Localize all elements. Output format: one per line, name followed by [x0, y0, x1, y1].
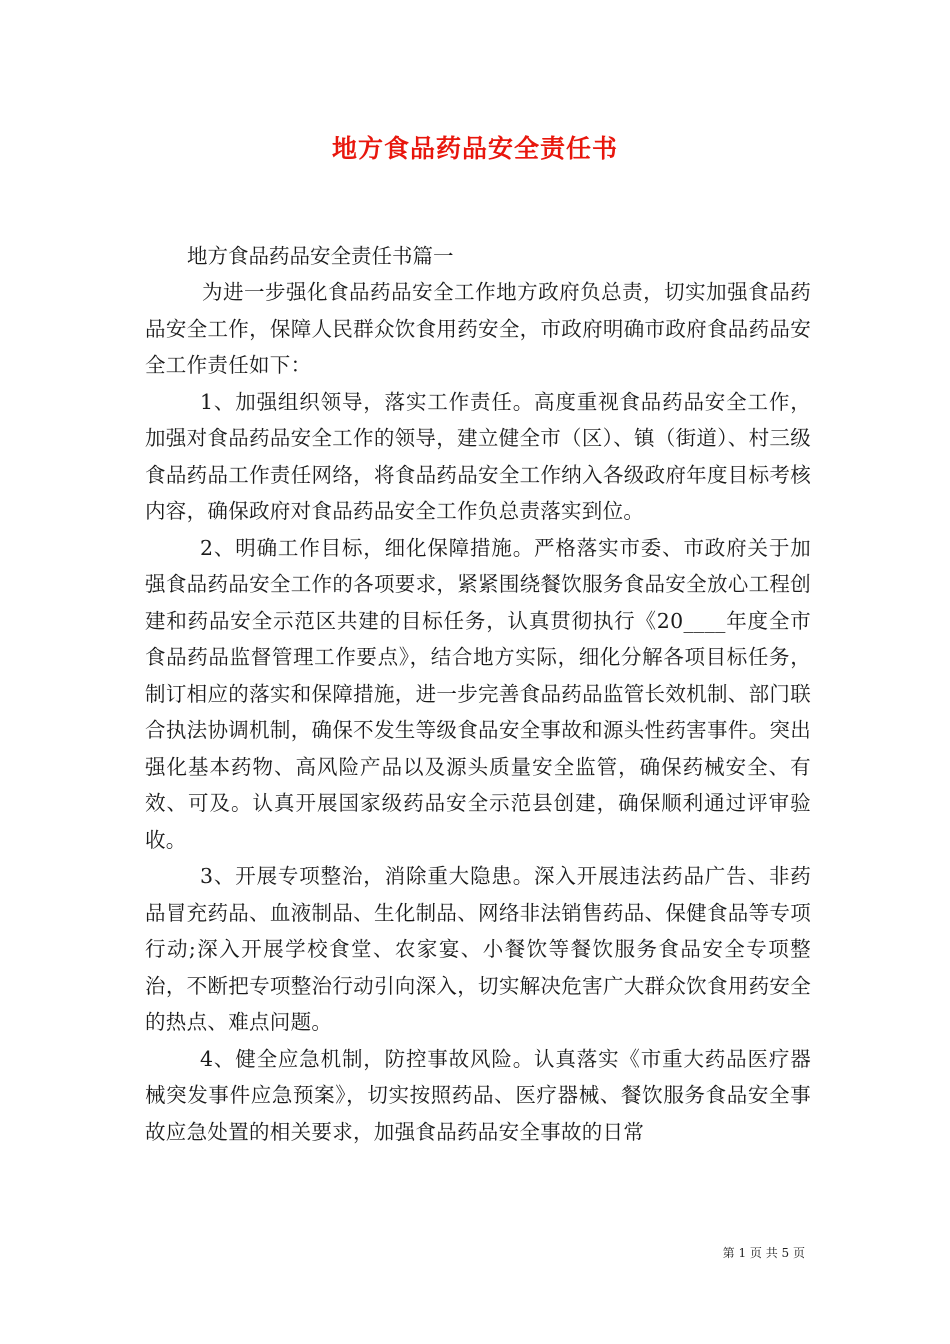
paragraph-item-3: 3、开展专项整治，消除重大隐患。深入开展违法药品广告、非药品冒充药品、血液制品、生化制品、网络非法销售药品、保健食品等专项行动;深入开展学校食堂、农家宴、小餐饮等餐饮服务食品安全专项整治，不断把专项整治行动引向深入，切实解决危害广大群众饮食用药安全的热点、难点问题。: [145, 864, 811, 1034]
paragraph-item-4: 4、健全应急机制，防控事故风险。认真落实《市重大药品医疗器械突发事件应急预案》，切实按照药品、医疗器械、餐饮服务食品安全事故应急处置的相关要求，加强食品药品安全事故的日常: [145, 1046, 811, 1144]
paragraph-item-2: 2、明确工作目标，细化保障措施。严格落实市委、市政府关于加强食品药品安全工作的各项要求，紧紧围绕餐饮服务食品安全放心工程创建和药品安全示范区共建的目标任务，认真贯彻执行《20____年度全市食品药品监督管理工作要点》，结合地方实际，细化分解各项目标任务，制订相应的落实和保障措施，进一步完善食品药品监管长效机制、部门联合执法协调机制，确保不发生等级食品安全事故和源头性药害事件。突出强化基本药物、高风险产品以及源头质量安全监管，确保药械安全、有效、可及。认真开展国家级药品安全示范县创建，确保顺利通过评审验收。: [145, 535, 811, 852]
paragraph-item-1: 1、加强组织领导，落实工作责任。高度重视食品药品安全工作，加强对食品药品安全工作的领导，建立健全市（区）、镇（街道）、村三级食品药品工作责任网络，将食品药品安全工作纳入各级政府年度目标考核内容，确保政府对食品药品安全工作负总责落实到位。: [145, 389, 811, 523]
document-title: 地方食品药品安全责任书: [331, 134, 618, 163]
document-body: [145, 238, 811, 1150]
section-heading: 地方食品药品安全责任书篇一: [187, 244, 454, 268]
paragraph-intro: 为进一步强化食品药品安全工作地方政府负总责，切实加强食品药品安全工作，保障人民群众饮食用药安全，市政府明确市政府食品药品安全工作责任如下：: [145, 280, 811, 377]
page-number: 第 1 页 共 5 页: [722, 1246, 805, 1260]
